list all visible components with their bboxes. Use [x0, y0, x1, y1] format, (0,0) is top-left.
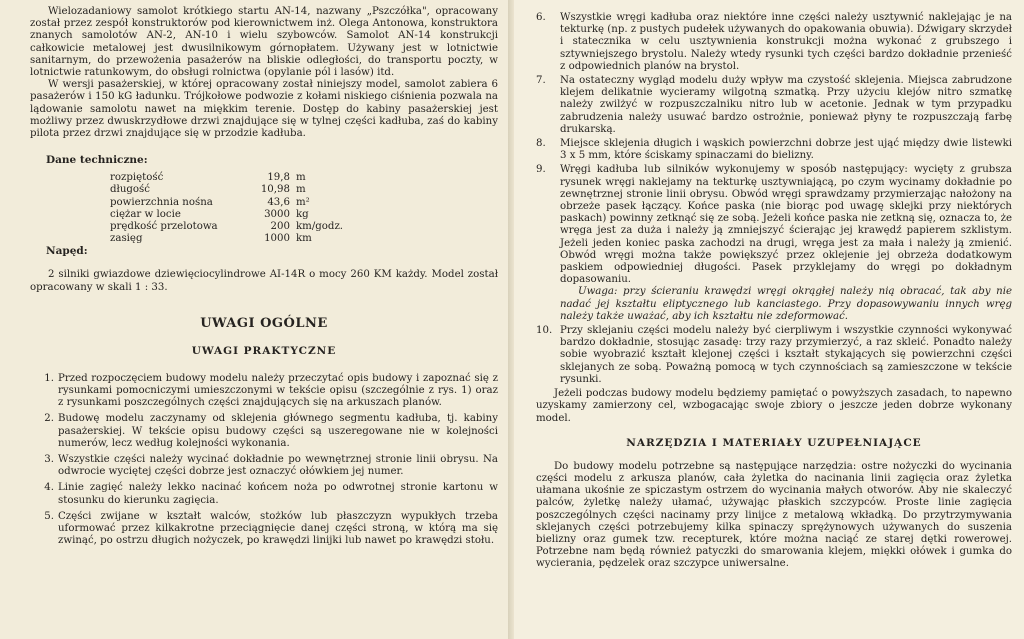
list-text: Linie zagięć należy lekko nacinać końcem noża po odwrotnej stronie kartonu w stosunku do kierunku zagięcia. — [58, 482, 498, 506]
spec-name: zasięg — [110, 233, 143, 245]
spec-value: 19,8 — [267, 172, 290, 184]
spec-name: prędkość przelotowa — [110, 221, 218, 233]
list-number: 3. — [44, 454, 54, 466]
list-text: Budowę modelu zaczynamy od sklejenia głównego segmentu kadłuba, tj. kabiny pasażerskiej. W tekście opisu budowy części są uszeregowane nie w kolejności numerów, lecz według kolejności wykonania. — [58, 413, 498, 449]
specs-row — [110, 197, 343, 209]
spec-unit: km/godz. — [296, 221, 344, 233]
spec-name: powierzchnia nośna — [110, 196, 213, 208]
spec-value: 1000 — [264, 233, 290, 245]
practical-list — [30, 373, 498, 548]
list-number: 2. — [44, 413, 54, 425]
list-text: Miejsce sklejenia długich i wąskich powierzchni dobrze jest ująć między dwie listewki 3 x 5 mm, które ściskamy spinaczami do bielizny. — [560, 138, 1012, 162]
drive-title: Napęd: — [46, 245, 88, 258]
intro-paragraph-1: Wielozadaniowy samolot krótkiego startu AN-14, nazwany „Pszczółka", opracowany został przez zespół konstruktorów pod kierownictwem inż. Olega Antonowa, konstruktora znanych samolotów AN-2, AN-10 i wielu szybowców. Samolot AN-14 konstrukcji całkowicie metalowej jest dwusilnikowym górnopłatem. Używany jest w lotnictwie sanitarnym, do przewożenia pasażerów na bliskie odległości, do transportu poczty, w lotnictwie ratunkowym, do obsługi rolnictwa (opylanie pól i lasów) itd. — [30, 6, 498, 79]
list-text: Wręgi kadłuba lub silników wykonujemy w sposób następujący: wycięty z grubsza rysunek wręgi naklejamy na tekturkę usztywniającą, po czym wycinamy dokładnie po zewnętrznej stronie linii obrysu. Obwód wręgi sprawdzamy przymierzając nałożony na obrzeże pasek łączący. Końce paska (nie biorąc pod uwagę sklejki przy niektórych paskach) powinny zetknąć się ze sobą. Jeżeli końce paska nie zetkną się, oznacza to, że wręga jest za duża i należy ją zmniejszyć ścierając jej krawędź papierem szklistym. Jeżeli jeden koniec paska zachodzi na drugi, wręga jest za mała i należy ją zmienić. Obwód wręgi można także powiększyć przez oklejenie jej obrzeża dodatkowym paskiem odpowiedniej długości. Pasek przyklejamy do wręgi po dokładnym dopasowaniu. — [560, 164, 1012, 286]
list-item — [30, 511, 498, 548]
spec-name: ciężar w locie — [110, 208, 181, 220]
list-item — [536, 138, 1012, 162]
spec-unit: m — [296, 184, 306, 196]
spec-name: rozpiętość — [110, 172, 164, 184]
specs-row — [110, 233, 343, 245]
list-text: Na ostateczny wygląd modelu duży wpływ ma czystość sklejenia. Miejsca zabrudzone klejem delikatnie wycieramy wilgotną szmatką. Przy użyciu klejów nitro szmatkę należy zwilżyć w rozpuszczalniku nitro lub w acetonie. Jednak w tym przypadku zabrudzenia należy usuwać bardzo ostrożnie, ponieważ płyny te rozpuszczają farbę drukarską. — [560, 75, 1012, 135]
list-number: 1. — [44, 372, 54, 384]
list-item — [30, 373, 498, 410]
list-item — [30, 413, 498, 450]
specs-row — [110, 184, 343, 196]
list-number: 9. — [536, 164, 546, 176]
specs-row — [110, 221, 343, 233]
list-number: 7. — [536, 75, 546, 87]
specs-row — [110, 209, 343, 221]
list-item — [30, 482, 498, 506]
list-text: Przy sklejaniu części modelu należy być cierpliwym i wszystkie czynności wykonywać bardzo dokładnie, stosując zasadę: trzy razy przymierzyć, a raz skleić. Ponadto należy sobie wyobrazić kształt klejonej części i kształt stykających się powierzchni części sklejanych ze sobą. Poważną pomocą w tych czynnościach są zamieszczone w tekście rysunki. — [560, 325, 1012, 385]
list-number: 4. — [44, 482, 54, 494]
spec-unit: kg — [296, 208, 309, 220]
practical-list-continued — [536, 12, 1012, 386]
list-item — [536, 164, 1012, 323]
list-item — [536, 12, 1012, 73]
list-text: Wszystkie wręgi kadłuba oraz niektóre inne części należy usztywnić naklejając je na tekturkę (np. z pustych pudełek używanych do opakowania obuwia). Dźwigary skrzydeł i statecznika w celu usztywnienia konstrukcji można wykonać z grubszego i sztywniejszego brystolu. Należy wtedy rysunki tych części bardzo dokładnie przenieść z odpowiednich planów na brystol. — [560, 12, 1012, 72]
spec-value: 200 — [270, 221, 290, 233]
list-number: 10. — [536, 325, 553, 337]
spec-value: 10,98 — [260, 184, 290, 196]
specs-table — [110, 172, 343, 245]
list-item — [30, 454, 498, 478]
spec-unit: m² — [296, 196, 310, 208]
list-number: 8. — [536, 138, 546, 150]
list-item — [536, 325, 1012, 386]
heading-practical-remarks: UWAGI PRAKTYCZNE — [191, 344, 337, 357]
spec-value: 3000 — [264, 208, 290, 220]
right-page — [514, 0, 1024, 639]
list-text: Wszystkie części należy wycinać dokładnie po wewnętrznej stronie linii obrysu. Na odwrocie wyciętej części dobrze jest oznaczyć ołówkiem jej numer. — [58, 454, 498, 478]
spec-value: 43,6 — [267, 196, 290, 208]
closing-paragraph: Jeżeli podczas budowy modelu będziemy pamiętać o powyższych zasadach, to napewno uzyskamy zamierzony cel, wzbogacając swoje zbiory o jeszcze jeden dobrze wykonany model. — [536, 388, 1012, 424]
specs-title: Dane techniczne: — [46, 154, 148, 167]
list-text: Przed rozpoczęciem budowy modelu należy przeczytać opis budowy i zapoznać się z rysunkami pomocniczymi umieszczonymi w tekście opisu (szczególnie z rys. 1) oraz z rysunkami poszczególnych części znajdujących się na arkuszach planów. — [58, 372, 498, 409]
spec-unit: km — [296, 233, 312, 245]
list-number: 6. — [536, 12, 546, 23]
specs-row — [110, 172, 343, 184]
intro-paragraph-2: W wersji pasażerskiej, w której opracowany został niniejszy model, samolot zabiera 6 pasażerów i 150 kG ładunku. Trójkołowe podwozie z kołami niskiego ciśnienia pozwala na lądowanie samolotu nawet na miękkim terenie. Dostęp do kabiny pasażerskiej jest możliwy przez dwuskrzydłowe drzwi znajdujące się w tylnej części kadłuba, zaś do kabiny pilota przez drzwi znajdujące się w przodzie kadłuba. — [30, 79, 498, 140]
spec-unit: m — [296, 172, 306, 184]
note-text: Uwaga: przy ścieraniu krawędzi wręgi okrągłej należy nią obracać, tak aby nie nadać jej kształtu eliptycznego lub kanciastego. Przy dopasowywaniu innych wręg należy także uważać, aby ich kształtu nie zdeformować. — [560, 286, 1012, 322]
tools-paragraph: Do budowy modelu potrzebne są następujące narzędzia: ostre nożyczki do wycinania części modelu z arkusza planów, cała żyletka do nacinania linii zagięcia oraz żyletka ułamana ukośnie ze spiczastym ostrzem do wycinania małych otworów. Aby nie skaleczyć palców, żyletkę należy ułamać, używając płaskich szczypców. Proste linie zagięcia poszczególnych części nacinamy przy linijce z metalową wkładką. Do przytrzymywania sklejanych części potrzebujemy kilka spinaczy sprężynowych używanych do suszenia bielizny oraz gumek tzw. recepturek, które można naciąć ze starej dętki rowerowej. Potrzebne nam będą również patyczki do smarowania klejem, miękki ołówek i gumka do wycierania, pędzelek oraz szczypce uniwersalne. — [536, 460, 1012, 570]
list-item — [536, 75, 1012, 136]
drive-text: 2 silniki gwiazdowe dziewięciocylindrowe AI-14R o mocy 260 KM każdy. Model został opracowany w skali 1 : 33. — [30, 269, 498, 293]
list-text: Części zwijane w kształt walców, stożków lub płaszczyzn wypukłych trzeba uformować przez kilkakrotne przeciągnięcie danej części stroną, w którą ma się zwinąć, po ostrzu długich nożyczek, po krawędzi linijki lub nawet po krawędzi stołu. — [58, 510, 498, 547]
spec-name: długość — [110, 184, 150, 196]
list-number: 5. — [44, 510, 54, 522]
left-page — [0, 0, 508, 639]
heading-general-remarks: UWAGI OGÓLNE — [200, 315, 328, 331]
heading-tools-materials: NARZĘDZIA I MATERIAŁY UZUPEŁNIAJĄCE — [626, 436, 922, 449]
